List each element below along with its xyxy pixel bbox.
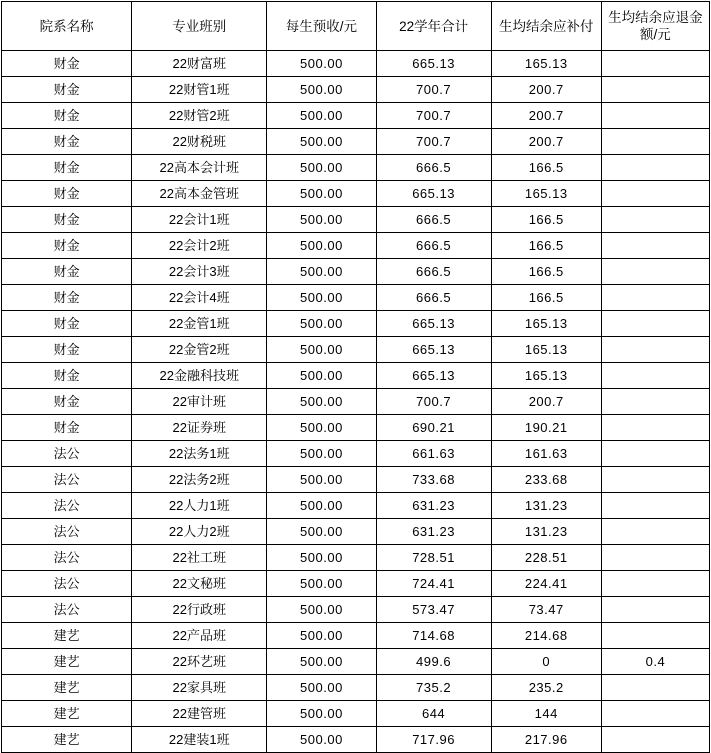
cell-balance-payable: 165.13 (491, 181, 601, 207)
cell-prepaid: 500.00 (267, 597, 376, 623)
column-header-class: 专业班别 (132, 2, 267, 51)
cell-balance-payable: 190.21 (491, 415, 601, 441)
cell-department: 建艺 (2, 623, 132, 649)
cell-class: 22金管1班 (132, 311, 267, 337)
cell-department: 财金 (2, 129, 132, 155)
table-row (2, 337, 710, 363)
table-row (2, 701, 710, 727)
cell-class: 22会计2班 (132, 233, 267, 259)
cell-department: 财金 (2, 51, 132, 77)
cell-year-total: 666.5 (376, 207, 491, 233)
cell-balance-refund (601, 77, 709, 103)
cell-balance-refund (601, 207, 709, 233)
cell-year-total: 666.5 (376, 155, 491, 181)
cell-prepaid: 500.00 (267, 727, 376, 753)
cell-class: 22法务2班 (132, 467, 267, 493)
table-row (2, 571, 710, 597)
cell-balance-refund (601, 363, 709, 389)
cell-year-total: 661.63 (376, 441, 491, 467)
cell-balance-payable: 165.13 (491, 311, 601, 337)
cell-balance-payable: 144 (491, 701, 601, 727)
cell-year-total: 665.13 (376, 51, 491, 77)
cell-class: 22家具班 (132, 675, 267, 701)
cell-class: 22金管2班 (132, 337, 267, 363)
cell-balance-payable: 161.63 (491, 441, 601, 467)
table-row (2, 129, 710, 155)
cell-balance-payable: 166.5 (491, 259, 601, 285)
cell-department: 法公 (2, 545, 132, 571)
table-row (2, 675, 710, 701)
cell-year-total: 733.68 (376, 467, 491, 493)
cell-department: 财金 (2, 155, 132, 181)
cell-balance-payable: 233.68 (491, 467, 601, 493)
cell-class: 22高本金管班 (132, 181, 267, 207)
cell-department: 建艺 (2, 675, 132, 701)
cell-year-total: 735.2 (376, 675, 491, 701)
cell-prepaid: 500.00 (267, 519, 376, 545)
cell-balance-refund (601, 285, 709, 311)
cell-class: 22财税班 (132, 129, 267, 155)
cell-department: 法公 (2, 597, 132, 623)
cell-department: 财金 (2, 259, 132, 285)
column-header-balance-refund: 生均结余应退金额/元 (601, 2, 709, 51)
cell-balance-payable: 165.13 (491, 51, 601, 77)
table-row (2, 623, 710, 649)
cell-balance-payable: 165.13 (491, 363, 601, 389)
cell-prepaid: 500.00 (267, 389, 376, 415)
cell-prepaid: 500.00 (267, 571, 376, 597)
cell-class: 22建装1班 (132, 727, 267, 753)
cell-class: 22人力2班 (132, 519, 267, 545)
cell-year-total: 666.5 (376, 233, 491, 259)
table-row (2, 259, 710, 285)
cell-department: 财金 (2, 181, 132, 207)
cell-class: 22法务1班 (132, 441, 267, 467)
table-row (2, 467, 710, 493)
cell-class: 22文秘班 (132, 571, 267, 597)
cell-balance-payable: 131.23 (491, 493, 601, 519)
cell-year-total: 700.7 (376, 389, 491, 415)
cell-class: 22财管2班 (132, 103, 267, 129)
cell-class: 22金融科技班 (132, 363, 267, 389)
cell-prepaid: 500.00 (267, 259, 376, 285)
cell-balance-payable: 73.47 (491, 597, 601, 623)
cell-department: 建艺 (2, 649, 132, 675)
cell-department: 财金 (2, 337, 132, 363)
cell-balance-refund (601, 519, 709, 545)
cell-department: 法公 (2, 467, 132, 493)
cell-year-total: 700.7 (376, 103, 491, 129)
table-header (2, 2, 710, 51)
cell-department: 财金 (2, 285, 132, 311)
cell-prepaid: 500.00 (267, 77, 376, 103)
cell-prepaid: 500.00 (267, 311, 376, 337)
header-row (2, 2, 710, 51)
cell-year-total: 728.51 (376, 545, 491, 571)
cell-class: 22行政班 (132, 597, 267, 623)
table-row (2, 103, 710, 129)
cell-balance-payable: 166.5 (491, 233, 601, 259)
cell-class: 22产品班 (132, 623, 267, 649)
cell-prepaid: 500.00 (267, 337, 376, 363)
cell-prepaid: 500.00 (267, 207, 376, 233)
cell-balance-payable: 131.23 (491, 519, 601, 545)
cell-year-total: 690.21 (376, 415, 491, 441)
cell-balance-payable: 200.7 (491, 129, 601, 155)
cell-balance-refund (601, 467, 709, 493)
cell-year-total: 714.68 (376, 623, 491, 649)
cell-balance-payable: 235.2 (491, 675, 601, 701)
cell-department: 财金 (2, 311, 132, 337)
cell-prepaid: 500.00 (267, 51, 376, 77)
cell-prepaid: 500.00 (267, 155, 376, 181)
cell-balance-refund (601, 441, 709, 467)
cell-department: 财金 (2, 103, 132, 129)
cell-balance-refund (601, 103, 709, 129)
table-row (2, 311, 710, 337)
cell-prepaid: 500.00 (267, 649, 376, 675)
cell-class: 22证券班 (132, 415, 267, 441)
cell-balance-payable: 166.5 (491, 155, 601, 181)
table-row (2, 649, 710, 675)
cell-balance-refund (601, 337, 709, 363)
cell-balance-refund (601, 233, 709, 259)
table-row (2, 181, 710, 207)
cell-balance-payable: 165.13 (491, 337, 601, 363)
table-body (2, 51, 710, 753)
cell-balance-refund (601, 597, 709, 623)
cell-balance-refund (601, 493, 709, 519)
cell-class: 22社工班 (132, 545, 267, 571)
cell-year-total: 700.7 (376, 129, 491, 155)
cell-year-total: 724.41 (376, 571, 491, 597)
cell-year-total: 665.13 (376, 337, 491, 363)
cell-balance-payable: 224.41 (491, 571, 601, 597)
cell-class: 22建管班 (132, 701, 267, 727)
table-row (2, 285, 710, 311)
cell-balance-payable: 200.7 (491, 77, 601, 103)
cell-prepaid: 500.00 (267, 363, 376, 389)
cell-class: 22会计4班 (132, 285, 267, 311)
cell-department: 法公 (2, 519, 132, 545)
cell-year-total: 665.13 (376, 311, 491, 337)
cell-balance-refund (601, 311, 709, 337)
cell-balance-refund (601, 415, 709, 441)
cell-department: 财金 (2, 207, 132, 233)
cell-balance-refund: 0.4 (601, 649, 709, 675)
cell-balance-refund (601, 727, 709, 753)
cell-department: 财金 (2, 77, 132, 103)
column-header-prepaid: 每生预收/元 (267, 2, 376, 51)
cell-prepaid: 500.00 (267, 493, 376, 519)
cell-class: 22环艺班 (132, 649, 267, 675)
cell-year-total: 717.96 (376, 727, 491, 753)
cell-prepaid: 500.00 (267, 675, 376, 701)
cell-department: 法公 (2, 441, 132, 467)
cell-balance-refund (601, 571, 709, 597)
cell-prepaid: 500.00 (267, 623, 376, 649)
cell-year-total: 499.6 (376, 649, 491, 675)
cell-prepaid: 500.00 (267, 103, 376, 129)
cell-balance-payable: 228.51 (491, 545, 601, 571)
cell-year-total: 666.5 (376, 259, 491, 285)
table-row (2, 519, 710, 545)
table-row (2, 155, 710, 181)
cell-prepaid: 500.00 (267, 545, 376, 571)
cell-balance-refund (601, 701, 709, 727)
cell-department: 建艺 (2, 727, 132, 753)
cell-balance-refund (601, 129, 709, 155)
table-row (2, 207, 710, 233)
cell-class: 22会计1班 (132, 207, 267, 233)
table-row (2, 389, 710, 415)
cell-balance-refund (601, 675, 709, 701)
cell-year-total: 631.23 (376, 519, 491, 545)
table-row (2, 545, 710, 571)
cell-class: 22高本会计班 (132, 155, 267, 181)
cell-prepaid: 500.00 (267, 701, 376, 727)
cell-balance-payable: 166.5 (491, 285, 601, 311)
cell-balance-payable: 200.7 (491, 103, 601, 129)
cell-class: 22财富班 (132, 51, 267, 77)
column-header-department: 院系名称 (2, 2, 132, 51)
cell-class: 22审计班 (132, 389, 267, 415)
cell-class: 22人力1班 (132, 493, 267, 519)
cell-balance-refund (601, 155, 709, 181)
cell-department: 财金 (2, 233, 132, 259)
cell-department: 建艺 (2, 701, 132, 727)
cell-balance-refund (601, 181, 709, 207)
table-row (2, 727, 710, 753)
table-row (2, 233, 710, 259)
column-header-balance-payable: 生均结余应补付 (491, 2, 601, 51)
cell-balance-payable: 166.5 (491, 207, 601, 233)
spreadsheet-sheet (0, 1, 711, 747)
table-row (2, 77, 710, 103)
cell-balance-refund (601, 545, 709, 571)
cell-year-total: 665.13 (376, 363, 491, 389)
cell-department: 财金 (2, 415, 132, 441)
cell-balance-refund (601, 259, 709, 285)
cell-balance-refund (601, 51, 709, 77)
cell-department: 法公 (2, 493, 132, 519)
column-header-year-total: 22学年合计 (376, 2, 491, 51)
table-row (2, 415, 710, 441)
cell-prepaid: 500.00 (267, 441, 376, 467)
cell-department: 财金 (2, 389, 132, 415)
cell-prepaid: 500.00 (267, 181, 376, 207)
table-row (2, 597, 710, 623)
cell-year-total: 631.23 (376, 493, 491, 519)
cell-balance-payable: 0 (491, 649, 601, 675)
cell-prepaid: 500.00 (267, 285, 376, 311)
cell-prepaid: 500.00 (267, 467, 376, 493)
cell-year-total: 665.13 (376, 181, 491, 207)
cell-department: 财金 (2, 363, 132, 389)
cell-year-total: 666.5 (376, 285, 491, 311)
cell-balance-payable: 214.68 (491, 623, 601, 649)
cell-prepaid: 500.00 (267, 415, 376, 441)
cell-year-total: 644 (376, 701, 491, 727)
table-row (2, 493, 710, 519)
cell-class: 22会计3班 (132, 259, 267, 285)
cell-prepaid: 500.00 (267, 129, 376, 155)
table-row (2, 51, 710, 77)
cell-balance-payable: 200.7 (491, 389, 601, 415)
fee-settlement-table (1, 1, 710, 753)
table-row (2, 441, 710, 467)
cell-year-total: 573.47 (376, 597, 491, 623)
cell-balance-refund (601, 623, 709, 649)
cell-balance-payable: 217.96 (491, 727, 601, 753)
cell-department: 法公 (2, 571, 132, 597)
cell-year-total: 700.7 (376, 77, 491, 103)
cell-class: 22财管1班 (132, 77, 267, 103)
cell-prepaid: 500.00 (267, 233, 376, 259)
cell-balance-refund (601, 389, 709, 415)
table-row (2, 363, 710, 389)
